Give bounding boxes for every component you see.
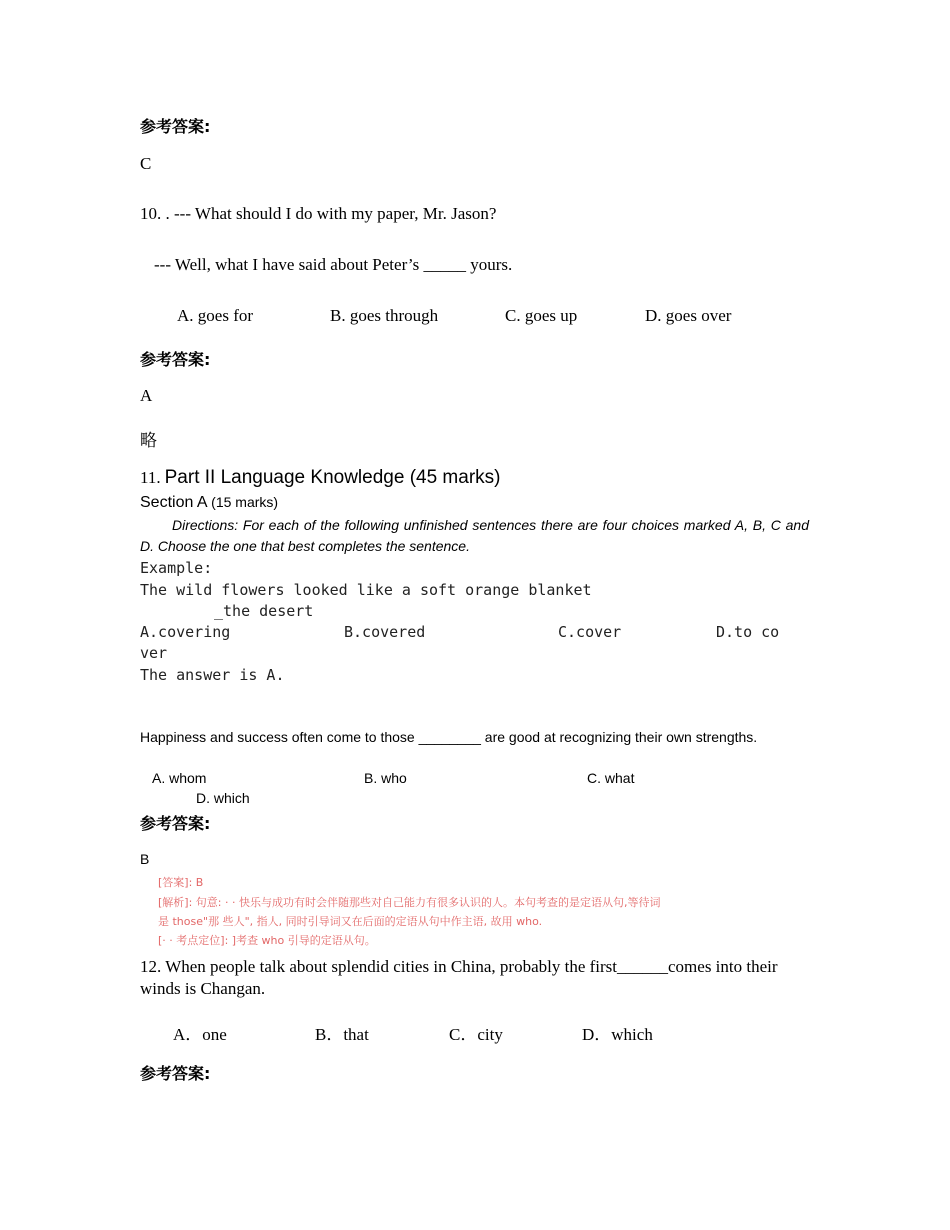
question-11-stem: Happiness and success often come to those ________ are good at recognizing their own strengths.	[140, 729, 758, 745]
example-option-d-cont: ver	[140, 644, 168, 662]
section-label	[140, 494, 278, 512]
answer-heading: 参考答案:	[140, 814, 211, 833]
option-d: D. which	[196, 790, 250, 806]
answer-heading: 参考答案:	[140, 1064, 211, 1083]
directions-text: Directions: For each of the following unfinished sentences there are four choices marked A, B, C and D. Choose the one that best completes the sentence.	[140, 517, 809, 554]
example-option-d: D.to co	[716, 623, 780, 641]
example-option-a: A.covering	[140, 623, 231, 641]
analysis-answer: [答案]: B	[158, 876, 204, 889]
question-12-stem: 12. When people talk about splendid cities in China, probably the first______comes into their winds is Changan.	[140, 957, 778, 998]
question-number: 11.	[140, 468, 161, 487]
section-name: Section A	[140, 494, 207, 511]
answer-heading: 参考答案:	[140, 350, 211, 369]
option-c: C. what	[587, 770, 635, 786]
option-c: C．city	[449, 1025, 503, 1044]
answer-heading: 参考答案:	[140, 117, 211, 136]
answer-note: 略	[140, 431, 157, 450]
option-a: A. whom	[152, 770, 207, 786]
option-d: D．which	[582, 1025, 653, 1044]
option-a: A．one	[173, 1025, 227, 1044]
analysis-point: [· · 考点定位]: ]考查 who 引导的定语从句。	[158, 934, 376, 947]
option-b: B．that	[315, 1025, 369, 1044]
question-11-title	[140, 467, 500, 489]
question-10-stem: 10. . --- What should I do with my paper, Mr. Jason?	[140, 204, 497, 223]
part-title: Part II Language Knowledge (45 marks)	[164, 467, 501, 488]
example-option-b: B.covered	[344, 623, 426, 641]
analysis-image	[156, 872, 806, 948]
example-label: Example:	[140, 559, 213, 577]
option-b: B. who	[364, 770, 407, 786]
question-10-dialogue: --- Well, what I have said about Peter’s _____ yours.	[154, 255, 513, 274]
answer-value: C	[140, 154, 152, 173]
analysis-explanation-cont: 是 those"那 些人", 指人, 同时引导词又在后面的定语从句中作主语, 故用 who.	[158, 915, 543, 928]
example-option-c: C.cover	[558, 623, 622, 641]
answer-value: B	[140, 851, 150, 867]
option-b: B. goes through	[330, 306, 439, 325]
section-marks: (15 marks)	[211, 494, 279, 510]
example-answer: The answer is A.	[140, 666, 285, 684]
option-a: A. goes for	[177, 306, 254, 325]
example-sentence: The wild flowers looked like a soft orange blanket	[140, 581, 592, 599]
option-c: C. goes up	[505, 306, 578, 325]
analysis-explanation: [解析]: 句意: · · 快乐与成功有时会伴随那些对自己能力有很多认识的人。本句考查的是定语从句,等待词	[158, 896, 661, 909]
answer-value: A	[140, 386, 153, 405]
option-d: D. goes over	[645, 306, 732, 325]
example-sentence-cont: _the desert	[214, 602, 314, 620]
